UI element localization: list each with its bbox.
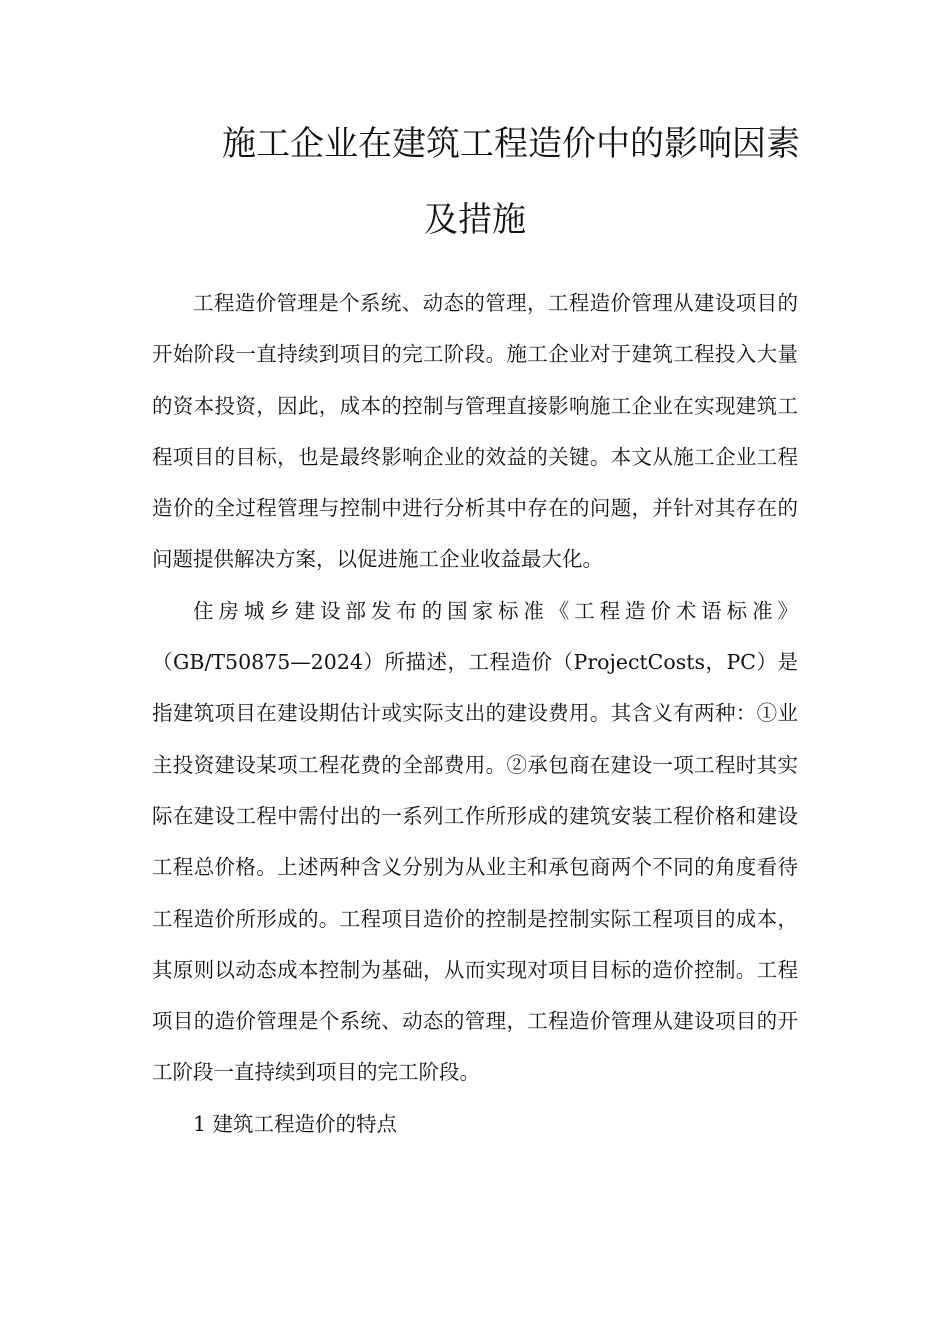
paragraph-intro: 工程造价管理是个系统、动态的管理，工程造价管理从建设项目的开始阶段一直持续到项目的完工阶段。施工企业对于建筑工程投入大量的资本投资，因此，成本的控制与管理直接影响施工企业在实现建筑工程项目的目标，也是最终影响企业的效益的关键。本文从施工企业工程造价的全过程管理与控制中进行分析其中存在的问题，并针对其存在的问题提供解决方案，以促进施工企业收益最大化。 (152, 291, 798, 572)
document-title-line-1: 施工企业在建筑工程造价中的影响因素 (222, 124, 800, 164)
document-title-line-2: 及措施 (424, 200, 526, 240)
document-body (152, 278, 798, 1150)
section-heading: 1 建筑工程造价的特点 (193, 1111, 398, 1136)
paragraph-definition: 住房城乡建设部发布的国家标准《工程造价术语标准》（GB/T50875—2024）所描述，工程造价（ProjectCosts，PC）是指建筑项目在建设期估计或实际支出的建设费用。其含义有两种：①业主投资建设某项工程花费的全部费用。②承包商在建设一项工程时其实际在建设工程中需付出的一系列工作所形成的建筑安装工程价格和建设工程总价格。上述两种含义分别为从业主和承包商两个不同的角度看待工程造价所形成的。工程项目造价的控制是控制实际工程项目的成本，其原则以动态成本控制为基础，从而实现对项目目标的造价控制。工程项目的造价管理是个系统、动态的管理，工程造价管理从建设项目的开工阶段一直持续到项目的完工阶段。 (152, 598, 798, 1085)
